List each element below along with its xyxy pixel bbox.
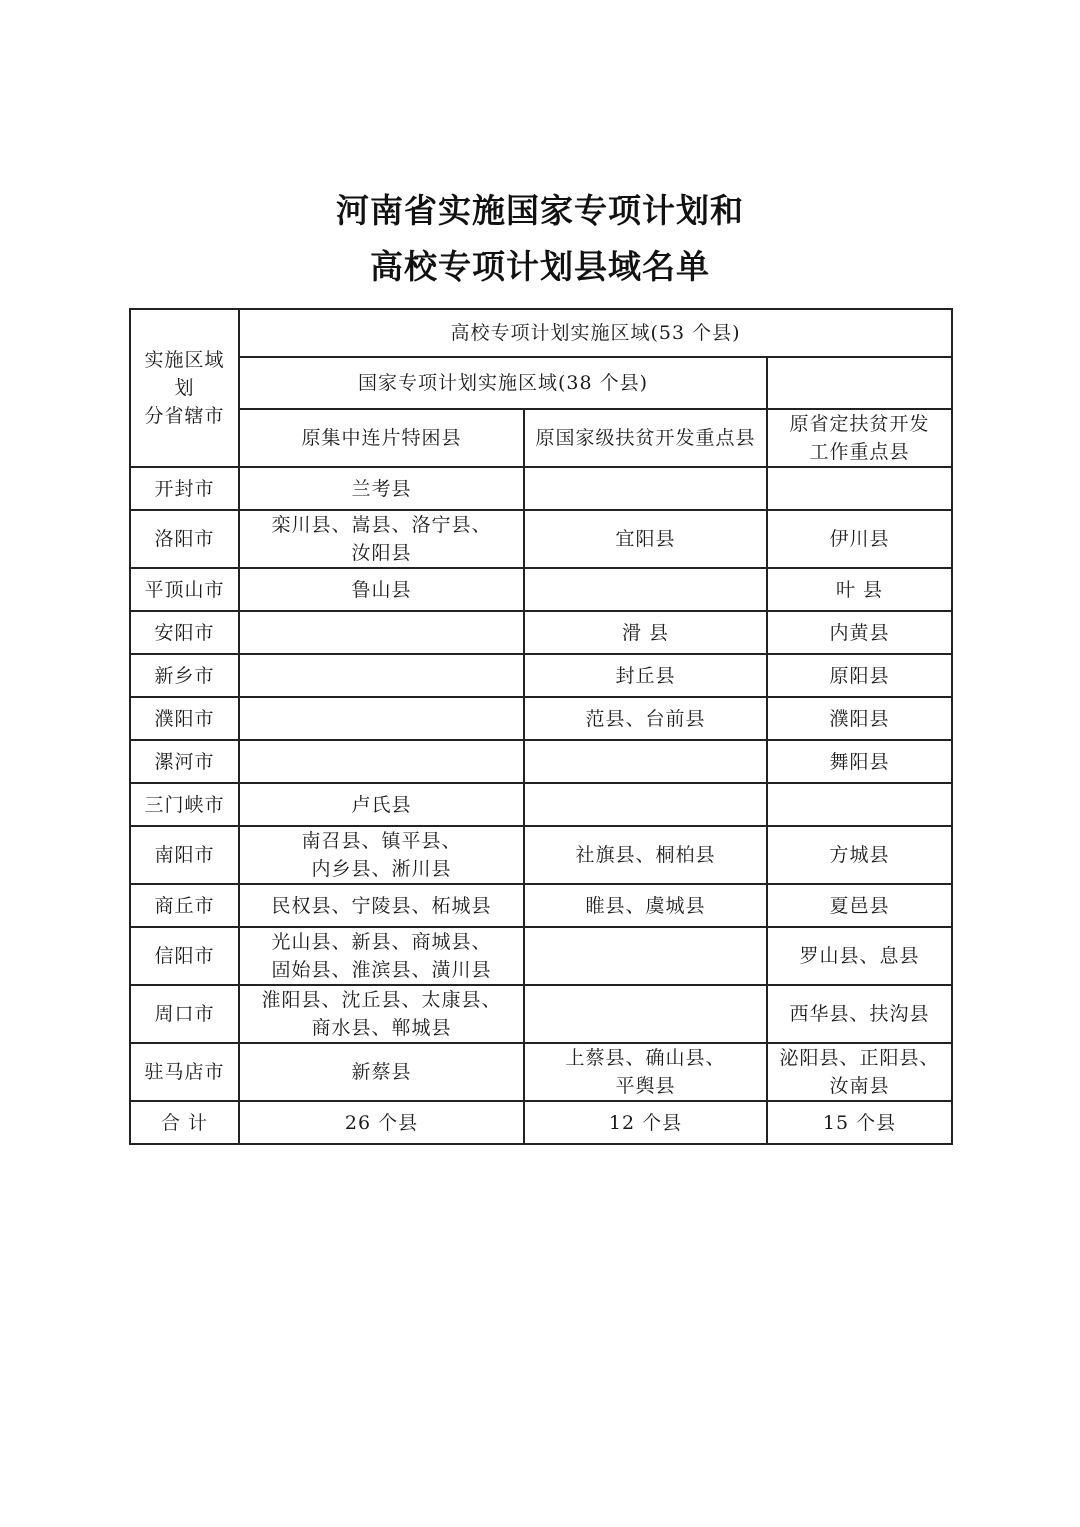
provincial-key-cell: 濮阳县 [767,697,952,740]
table-row [130,467,952,510]
provincial-key-cell: 伊川县 [767,510,952,568]
contiguous-poor-cell: 兰考县 [239,467,524,510]
header-col-contiguous-poor: 原集中连片特困县 [239,409,524,467]
table-row [130,740,952,783]
table-row [130,697,952,740]
national-key-cell: 上蔡县、确山县、 平舆县 [524,1043,767,1101]
header-national-plan: 国家专项计划实施区域(38 个县) [239,357,767,409]
contiguous-poor-cell: 淮阳县、沈丘县、太康县、 商水县、郸城县 [239,985,524,1043]
header-row-2 [130,357,952,409]
provincial-key-cell: 西华县、扶沟县 [767,985,952,1043]
header-col-provincial-key: 原省定扶贫开发 工作重点县 [767,409,952,467]
total-national-key-cell: 12 个县 [524,1101,767,1144]
city-cell: 洛阳市 [130,510,239,568]
title-line-1: 河南省实施国家专项计划和 [336,191,744,230]
national-key-cell [524,568,767,611]
city-cell: 新乡市 [130,654,239,697]
table-row [130,510,952,568]
provincial-key-cell: 方城县 [767,826,952,884]
city-cell: 信阳市 [130,927,239,985]
city-cell: 三门峡市 [130,783,239,826]
total-label-cell: 合 计 [130,1101,239,1144]
national-key-cell [524,985,767,1043]
provincial-key-cell [767,783,952,826]
total-row [130,1101,952,1144]
city-cell: 周口市 [130,985,239,1043]
contiguous-poor-cell: 栾川县、嵩县、洛宁县、 汝阳县 [239,510,524,568]
national-key-cell: 封丘县 [524,654,767,697]
national-key-cell: 滑 县 [524,611,767,654]
city-cell: 漯河市 [130,740,239,783]
contiguous-poor-cell: 光山县、新县、商城县、 固始县、淮滨县、潢川县 [239,927,524,985]
provincial-key-cell: 罗山县、息县 [767,927,952,985]
provincial-key-cell: 叶 县 [767,568,952,611]
header-row-1 [130,309,952,357]
table-row [130,985,952,1043]
contiguous-poor-cell: 鲁山县 [239,568,524,611]
header-col-national-key: 原国家级扶贫开发重点县 [524,409,767,467]
provincial-key-cell: 内黄县 [767,611,952,654]
contiguous-poor-cell [239,611,524,654]
provincial-key-cell: 原阳县 [767,654,952,697]
total-provincial-key-cell: 15 个县 [767,1101,952,1144]
city-cell: 开封市 [130,467,239,510]
contiguous-poor-cell [239,697,524,740]
city-cell: 安阳市 [130,611,239,654]
contiguous-poor-cell: 新蔡县 [239,1043,524,1101]
contiguous-poor-cell [239,654,524,697]
city-cell: 南阳市 [130,826,239,884]
national-key-cell: 社旗县、桐柏县 [524,826,767,884]
national-key-cell [524,740,767,783]
national-key-cell [524,927,767,985]
contiguous-poor-cell: 卢氏县 [239,783,524,826]
table-row [130,611,952,654]
contiguous-poor-cell [239,740,524,783]
city-cell: 驻马店市 [130,1043,239,1101]
document-title [0,183,1080,295]
table-row [130,884,952,927]
national-key-cell: 范县、台前县 [524,697,767,740]
header-empty-cell [767,357,952,409]
national-key-cell: 睢县、虞城县 [524,884,767,927]
table-row [130,927,952,985]
header-corner-cell: 实施区域划 分省辖市 [130,309,239,467]
table-row [130,783,952,826]
header-row-3 [130,409,952,467]
title-line-2: 高校专项计划县域名单 [370,247,710,286]
city-cell: 平顶山市 [130,568,239,611]
national-key-cell [524,783,767,826]
national-key-cell: 宜阳县 [524,510,767,568]
header-university-plan: 高校专项计划实施区域(53 个县) [239,309,952,357]
total-contiguous-poor-cell: 26 个县 [239,1101,524,1144]
contiguous-poor-cell: 民权县、宁陵县、柘城县 [239,884,524,927]
provincial-key-cell: 夏邑县 [767,884,952,927]
table-row [130,654,952,697]
table-row [130,568,952,611]
national-key-cell [524,467,767,510]
city-cell: 商丘市 [130,884,239,927]
table-row [130,826,952,884]
city-cell: 濮阳市 [130,697,239,740]
provincial-key-cell: 舞阳县 [767,740,952,783]
provincial-key-cell [767,467,952,510]
provincial-key-cell: 泌阳县、正阳县、 汝南县 [767,1043,952,1101]
contiguous-poor-cell: 南召县、镇平县、 内乡县、淅川县 [239,826,524,884]
county-list-table [129,308,953,1145]
table-row [130,1043,952,1101]
